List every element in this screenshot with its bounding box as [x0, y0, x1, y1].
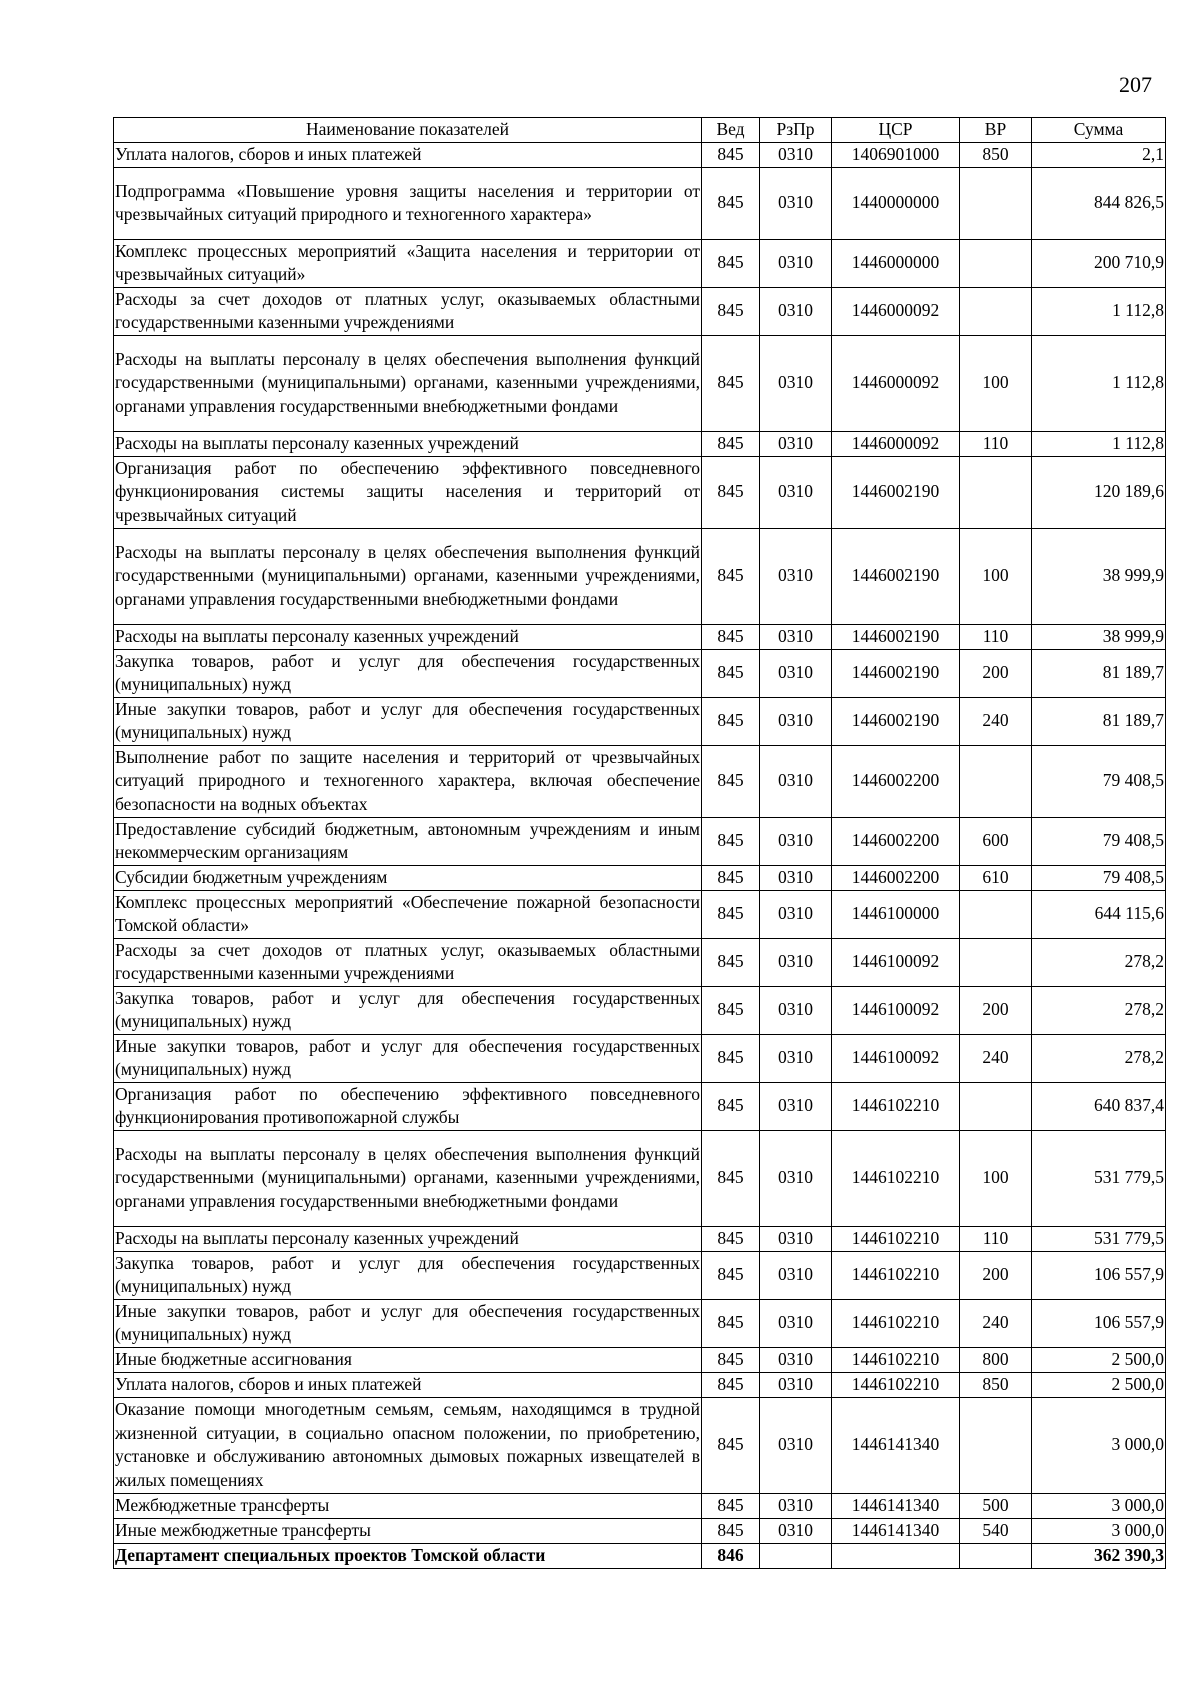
- table-row: [114, 1493, 1166, 1518]
- row-ved: 845: [702, 697, 760, 745]
- row-sum: 531 779,5: [1032, 1226, 1166, 1251]
- row-name: Выполнение работ по защите населения и территорий от чрезвычайных ситуаций природного и техногенного характера, включая обеспечение безопасности на водных объектах: [114, 745, 702, 817]
- row-name: Субсидии бюджетным учреждениям: [114, 865, 702, 890]
- table-row: [114, 1034, 1166, 1082]
- table-row: [114, 1130, 1166, 1226]
- row-csr: 1446002190: [832, 649, 960, 697]
- row-name: Расходы на выплаты персоналу в целях обеспечения выполнения функций государственными (муниципальными) органами, казенными учреждениями, органами управления государственными внебюджетными фондами: [114, 335, 702, 431]
- row-sum: 278,2: [1032, 986, 1166, 1034]
- row-ved: 846: [702, 1543, 760, 1568]
- row-csr: 1446102210: [832, 1082, 960, 1130]
- row-name: Закупка товаров, работ и услуг для обеспечения государственных (муниципальных) нужд: [114, 1251, 702, 1299]
- row-vr: 610: [960, 865, 1032, 890]
- row-rzpr: 0310: [760, 1372, 832, 1397]
- table-row: [114, 624, 1166, 649]
- table-row: [114, 890, 1166, 938]
- row-vr: [960, 890, 1032, 938]
- table-row: [114, 745, 1166, 817]
- row-csr: 1446100000: [832, 890, 960, 938]
- row-name: Организация работ по обеспечению эффективного повседневного функционирования системы защиты населения и территорий от чрезвычайных ситуаций: [114, 456, 702, 528]
- row-rzpr: 0310: [760, 287, 832, 335]
- header-name: Наименование показателей: [114, 118, 702, 143]
- row-ved: 845: [702, 649, 760, 697]
- row-sum: 278,2: [1032, 1034, 1166, 1082]
- row-sum: 79 408,5: [1032, 865, 1166, 890]
- table-header-row: [114, 118, 1166, 143]
- row-sum: 3 000,0: [1032, 1397, 1166, 1493]
- row-name: Расходы за счет доходов от платных услуг, оказываемых областными государственными казенными учреждениями: [114, 287, 702, 335]
- row-sum: 278,2: [1032, 938, 1166, 986]
- row-name: Расходы на выплаты персоналу в целях обеспечения выполнения функций государственными (муниципальными) органами, казенными учреждениями, органами управления государственными внебюджетными фондами: [114, 1130, 702, 1226]
- row-name: Организация работ по обеспечению эффективного повседневного функционирования противопожарной службы: [114, 1082, 702, 1130]
- row-vr: 600: [960, 817, 1032, 865]
- row-rzpr: 0310: [760, 890, 832, 938]
- row-csr: 1446141340: [832, 1518, 960, 1543]
- row-csr: 1446002200: [832, 817, 960, 865]
- row-sum: 3 000,0: [1032, 1518, 1166, 1543]
- row-ved: 845: [702, 528, 760, 624]
- row-vr: 110: [960, 624, 1032, 649]
- row-csr: 1446141340: [832, 1493, 960, 1518]
- table-row: [114, 1397, 1166, 1493]
- row-vr: [960, 938, 1032, 986]
- row-ved: 845: [702, 1082, 760, 1130]
- row-name: Расходы за счет доходов от платных услуг, оказываемых областными государственными казенными учреждениями: [114, 938, 702, 986]
- row-sum: 362 390,3: [1032, 1543, 1166, 1568]
- header-ved: Вед: [702, 118, 760, 143]
- row-vr: 800: [960, 1347, 1032, 1372]
- table-row: [114, 431, 1166, 456]
- row-vr: 540: [960, 1518, 1032, 1543]
- row-vr: [960, 167, 1032, 239]
- row-csr: 1446002190: [832, 456, 960, 528]
- row-ved: 845: [702, 456, 760, 528]
- row-csr: 1446002190: [832, 624, 960, 649]
- row-rzpr: 0310: [760, 167, 832, 239]
- row-csr: 1446000092: [832, 335, 960, 431]
- row-ved: 845: [702, 167, 760, 239]
- header-sum: Сумма: [1032, 118, 1166, 143]
- row-rzpr: 0310: [760, 1347, 832, 1372]
- row-rzpr: 0310: [760, 335, 832, 431]
- row-ved: 845: [702, 287, 760, 335]
- row-ved: 845: [702, 817, 760, 865]
- header-vr: ВР: [960, 118, 1032, 143]
- table-row: [114, 1251, 1166, 1299]
- row-sum: 106 557,9: [1032, 1299, 1166, 1347]
- row-rzpr: 0310: [760, 1251, 832, 1299]
- row-name: Комплекс процессных мероприятий «Защита населения и территории от чрезвычайных ситуаций»: [114, 239, 702, 287]
- row-csr: 1446102210: [832, 1347, 960, 1372]
- row-ved: 845: [702, 624, 760, 649]
- row-ved: 845: [702, 1493, 760, 1518]
- row-name: Предоставление субсидий бюджетным, автономным учреждениям и иным некоммерческим организациям: [114, 817, 702, 865]
- row-vr: [960, 1397, 1032, 1493]
- row-rzpr: 0310: [760, 1397, 832, 1493]
- row-rzpr: 0310: [760, 938, 832, 986]
- table-row: [114, 649, 1166, 697]
- table-row: [114, 142, 1166, 167]
- row-rzpr: 0310: [760, 1130, 832, 1226]
- row-sum: 81 189,7: [1032, 697, 1166, 745]
- row-name: Расходы на выплаты персоналу в целях обеспечения выполнения функций государственными (муниципальными) органами, казенными учреждениями, органами управления государственными внебюджетными фондами: [114, 528, 702, 624]
- row-name: Иные закупки товаров, работ и услуг для обеспечения государственных (муниципальных) нужд: [114, 1034, 702, 1082]
- row-vr: [960, 239, 1032, 287]
- row-vr: 500: [960, 1493, 1032, 1518]
- row-name: Иные закупки товаров, работ и услуг для обеспечения государственных (муниципальных) нужд: [114, 697, 702, 745]
- row-rzpr: [760, 1543, 832, 1568]
- row-vr: [960, 1082, 1032, 1130]
- row-sum: 81 189,7: [1032, 649, 1166, 697]
- row-ved: 845: [702, 1251, 760, 1299]
- row-csr: 1446000092: [832, 287, 960, 335]
- row-csr: 1440000000: [832, 167, 960, 239]
- row-vr: [960, 287, 1032, 335]
- row-name: Межбюджетные трансферты: [114, 1493, 702, 1518]
- table-body: [114, 142, 1166, 1568]
- row-vr: 200: [960, 986, 1032, 1034]
- table-row: [114, 1082, 1166, 1130]
- row-name: Иные межбюджетные трансферты: [114, 1518, 702, 1543]
- row-sum: 200 710,9: [1032, 239, 1166, 287]
- table-row: [114, 1372, 1166, 1397]
- budget-table: [113, 117, 1166, 1569]
- row-sum: 2,1: [1032, 142, 1166, 167]
- row-name: Департамент специальных проектов Томской области: [114, 1543, 702, 1568]
- row-ved: 845: [702, 986, 760, 1034]
- row-ved: 845: [702, 865, 760, 890]
- row-vr: 110: [960, 431, 1032, 456]
- row-csr: 1446100092: [832, 1034, 960, 1082]
- row-vr: 100: [960, 1130, 1032, 1226]
- row-sum: 79 408,5: [1032, 817, 1166, 865]
- row-rzpr: 0310: [760, 528, 832, 624]
- table-row: [114, 986, 1166, 1034]
- row-rzpr: 0310: [760, 986, 832, 1034]
- table-row: [114, 167, 1166, 239]
- row-name: Расходы на выплаты персоналу казенных учреждений: [114, 1226, 702, 1251]
- row-csr: 1446102210: [832, 1226, 960, 1251]
- row-name: Уплата налогов, сборов и иных платежей: [114, 1372, 702, 1397]
- row-rzpr: 0310: [760, 865, 832, 890]
- row-sum: 38 999,9: [1032, 528, 1166, 624]
- row-sum: 531 779,5: [1032, 1130, 1166, 1226]
- row-csr: 1446002200: [832, 745, 960, 817]
- table-row: [114, 456, 1166, 528]
- row-vr: 200: [960, 649, 1032, 697]
- row-rzpr: 0310: [760, 239, 832, 287]
- table-row: [114, 938, 1166, 986]
- table-row: [114, 817, 1166, 865]
- row-vr: [960, 745, 1032, 817]
- row-name: Комплекс процессных мероприятий «Обеспечение пожарной безопасности Томской области»: [114, 890, 702, 938]
- row-sum: 640 837,4: [1032, 1082, 1166, 1130]
- table-row: [114, 697, 1166, 745]
- row-ved: 845: [702, 142, 760, 167]
- row-ved: 845: [702, 1034, 760, 1082]
- row-ved: 845: [702, 745, 760, 817]
- row-name: Закупка товаров, работ и услуг для обеспечения государственных (муниципальных) нужд: [114, 986, 702, 1034]
- row-vr: 850: [960, 1372, 1032, 1397]
- table-row: [114, 335, 1166, 431]
- row-ved: 845: [702, 1347, 760, 1372]
- row-sum: 38 999,9: [1032, 624, 1166, 649]
- row-ved: 845: [702, 938, 760, 986]
- row-csr: 1446100092: [832, 986, 960, 1034]
- row-sum: 106 557,9: [1032, 1251, 1166, 1299]
- row-sum: 2 500,0: [1032, 1347, 1166, 1372]
- row-ved: 845: [702, 239, 760, 287]
- row-rzpr: 0310: [760, 1226, 832, 1251]
- row-rzpr: 0310: [760, 745, 832, 817]
- table-row: [114, 528, 1166, 624]
- row-rzpr: 0310: [760, 1518, 832, 1543]
- row-csr: 1446000000: [832, 239, 960, 287]
- row-rzpr: 0310: [760, 431, 832, 456]
- row-name: Уплата налогов, сборов и иных платежей: [114, 142, 702, 167]
- row-rzpr: 0310: [760, 142, 832, 167]
- row-csr: 1446102210: [832, 1299, 960, 1347]
- row-csr: [832, 1543, 960, 1568]
- row-csr: 1446141340: [832, 1397, 960, 1493]
- row-ved: 845: [702, 1130, 760, 1226]
- row-vr: 240: [960, 697, 1032, 745]
- row-sum: 120 189,6: [1032, 456, 1166, 528]
- row-vr: 100: [960, 335, 1032, 431]
- row-sum: 1 112,8: [1032, 335, 1166, 431]
- table-row: [114, 239, 1166, 287]
- row-vr: 200: [960, 1251, 1032, 1299]
- row-sum: 644 115,6: [1032, 890, 1166, 938]
- row-rzpr: 0310: [760, 624, 832, 649]
- row-csr: 1446102210: [832, 1130, 960, 1226]
- row-ved: 845: [702, 890, 760, 938]
- row-vr: 850: [960, 142, 1032, 167]
- row-name: Расходы на выплаты персоналу казенных учреждений: [114, 624, 702, 649]
- row-name: Оказание помощи многодетным семьям, семьям, находящимся в трудной жизненной ситуации, в социально опасном положении, по приобретению, установке и обслуживанию автономных дымовых пожарных извещателей в жилых помещениях: [114, 1397, 702, 1493]
- row-csr: 1446100092: [832, 938, 960, 986]
- row-sum: 79 408,5: [1032, 745, 1166, 817]
- row-csr: 1446002200: [832, 865, 960, 890]
- table-row: [114, 287, 1166, 335]
- row-csr: 1446102210: [832, 1251, 960, 1299]
- row-csr: 1446002190: [832, 528, 960, 624]
- row-rzpr: 0310: [760, 817, 832, 865]
- row-name: Подпрограмма «Повышение уровня защиты населения и территории от чрезвычайных ситуаций природного и техногенного характера»: [114, 167, 702, 239]
- row-vr: [960, 456, 1032, 528]
- page-number: 207: [1119, 72, 1152, 97]
- row-csr: 1446102210: [832, 1372, 960, 1397]
- row-rzpr: 0310: [760, 1299, 832, 1347]
- row-sum: 3 000,0: [1032, 1493, 1166, 1518]
- row-sum: 1 112,8: [1032, 431, 1166, 456]
- table-row: [114, 1226, 1166, 1251]
- row-csr: 1446002190: [832, 697, 960, 745]
- row-ved: 845: [702, 1299, 760, 1347]
- header-csr: ЦСР: [832, 118, 960, 143]
- row-vr: 240: [960, 1034, 1032, 1082]
- row-ved: 845: [702, 1397, 760, 1493]
- row-vr: 110: [960, 1226, 1032, 1251]
- table-row: [114, 1518, 1166, 1543]
- row-ved: 845: [702, 335, 760, 431]
- row-rzpr: 0310: [760, 1034, 832, 1082]
- row-name: Закупка товаров, работ и услуг для обеспечения государственных (муниципальных) нужд: [114, 649, 702, 697]
- row-rzpr: 0310: [760, 1082, 832, 1130]
- row-ved: 845: [702, 1226, 760, 1251]
- row-ved: 845: [702, 1372, 760, 1397]
- row-name: Иные закупки товаров, работ и услуг для обеспечения государственных (муниципальных) нужд: [114, 1299, 702, 1347]
- row-rzpr: 0310: [760, 649, 832, 697]
- row-vr: 100: [960, 528, 1032, 624]
- table-row: [114, 1347, 1166, 1372]
- row-ved: 845: [702, 1518, 760, 1543]
- header-rzpr: РзПр: [760, 118, 832, 143]
- table-row: [114, 1299, 1166, 1347]
- row-rzpr: 0310: [760, 456, 832, 528]
- row-sum: 1 112,8: [1032, 287, 1166, 335]
- row-csr: 1406901000: [832, 142, 960, 167]
- table-row: [114, 865, 1166, 890]
- row-csr: 1446000092: [832, 431, 960, 456]
- row-sum: 2 500,0: [1032, 1372, 1166, 1397]
- row-rzpr: 0310: [760, 1493, 832, 1518]
- row-rzpr: 0310: [760, 697, 832, 745]
- table-total-row: [114, 1543, 1166, 1568]
- row-ved: 845: [702, 431, 760, 456]
- row-name: Расходы на выплаты персоналу казенных учреждений: [114, 431, 702, 456]
- row-vr: [960, 1543, 1032, 1568]
- row-vr: 240: [960, 1299, 1032, 1347]
- row-name: Иные бюджетные ассигнования: [114, 1347, 702, 1372]
- row-sum: 844 826,5: [1032, 167, 1166, 239]
